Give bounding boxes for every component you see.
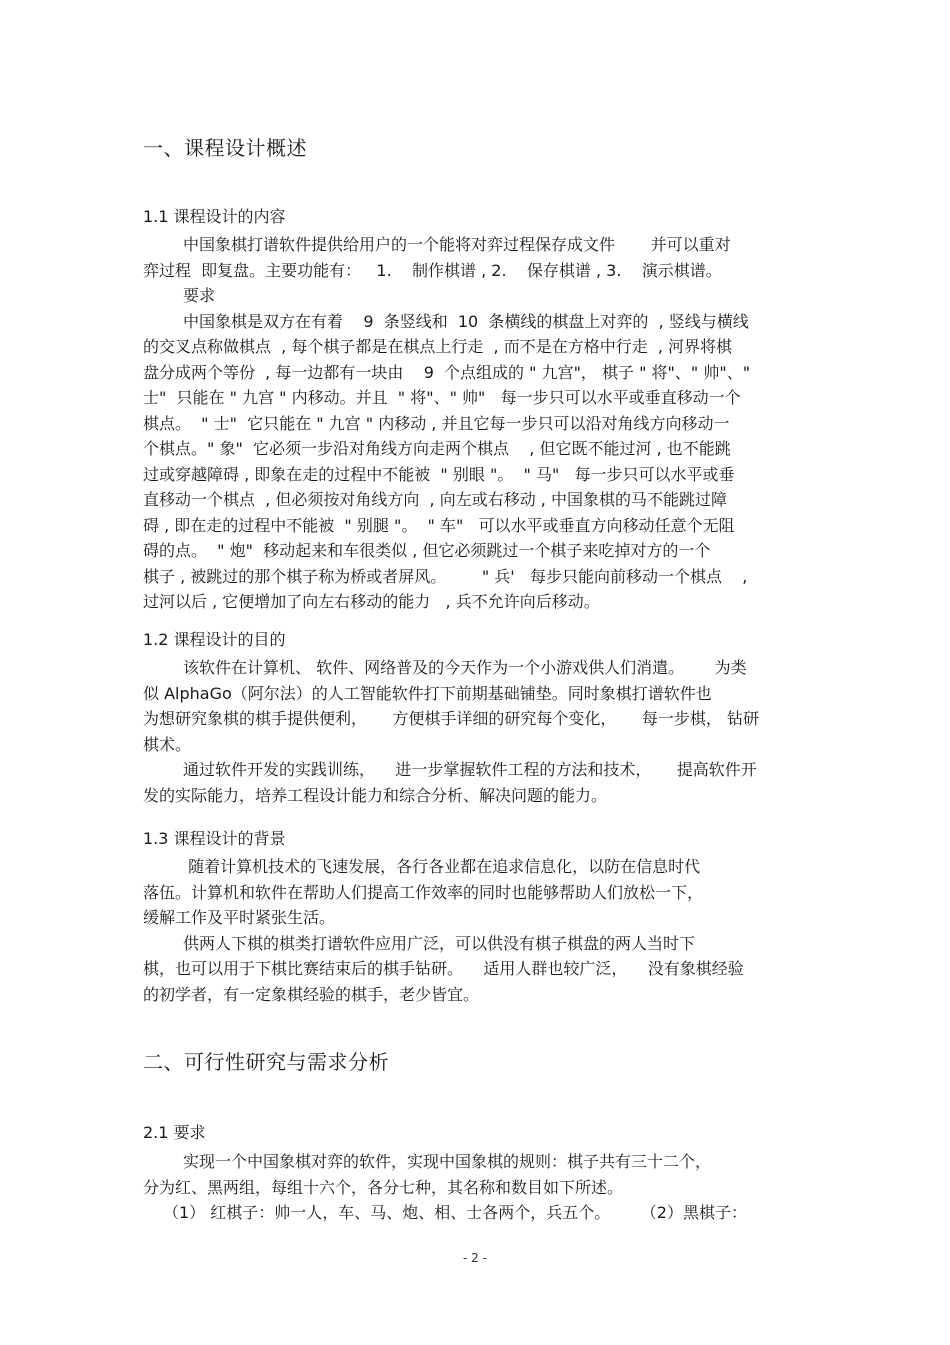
text-line: 缓解工作及平时紧张生活。 bbox=[143, 908, 336, 927]
text-line: 个棋点。" 象" 它必须一步沿对角线方向走两个棋点 , 但它既不能过河 , 也不能跳 bbox=[143, 439, 731, 458]
text-line: 似 AlphaGo（阿尔法）的人工智能软件打下前期基础铺垫。同时象棋打谱软件也 bbox=[143, 683, 712, 703]
text-line: 棋点。 " 士" 它只能在 " 九宫 " 内移动 , 并且它每一步只可以沿对角线方向移动一 bbox=[143, 413, 730, 433]
text-line: 落伍。计算机和软件在帮助人们提高工作效率的同时也能够帮助人们放松一下， bbox=[143, 882, 704, 902]
text-line: 中国象棋打谱软件提供给用户的一个能将对弈过程保存成文件 并可以重对 bbox=[183, 235, 731, 254]
text-line: 棋子 , 被跳过的那个棋子称为桥或者屏风。 " 兵' 每步只能向前移动一个棋点 , bbox=[143, 566, 748, 586]
subsection-1-1-heading: 1.1 课程设计的内容 bbox=[143, 207, 286, 226]
text-line: 为想研究象棋的棋手提供便利， 方便棋手详细的研究每个变化， 每一步棋， 钻研 bbox=[143, 709, 759, 728]
text-line: 碍的点。 " 炮" 移动起来和车很类似 , 但它必须跳过一个棋子来吃掉对方的一个 bbox=[143, 541, 711, 560]
text-line: 的初学者，有一定象棋经验的棋手，老少皆宜。 bbox=[143, 984, 480, 1004]
subsection-1-2-heading: 1.2 课程设计的目的 bbox=[143, 630, 286, 649]
text-line: 该软件在计算机、 软件、网络普及的今天作为一个小游戏供人们消遣。 为类 bbox=[183, 658, 747, 677]
text-line: 过或穿越障碍 , 即象在走的过程中不能被 " 别眼 "。 " 马" 每一步只可以水平或垂 bbox=[143, 464, 735, 484]
text-line: 发的实际能力，培养工程设计能力和综合分析、解决问题的能力。 bbox=[143, 785, 608, 805]
text-line: 中国象棋是双方在有着 9 条竖线和 10 条横线的棋盘上对弈的 , 竖线与横线 bbox=[183, 311, 749, 331]
text-line: 通过软件开发的实践训练， 进一步掌握软件工程的方法和技术， 提高软件开 bbox=[183, 760, 757, 779]
subsection-1-1-body bbox=[143, 232, 808, 615]
text-line: 弈过程 即复盘。主要功能有： 1. 制作棋谱 , 2. 保存棋谱 , 3. 演示棋谱。 bbox=[143, 260, 722, 280]
text-line: 随着计算机技术的飞速发展，各行各业都在追求信息化，以防在信息时代 bbox=[183, 857, 701, 876]
subsection-1-3-body bbox=[143, 854, 808, 1007]
text-line: 要求 bbox=[183, 286, 216, 305]
subsection-1-2-body bbox=[143, 655, 808, 808]
text-line: 过河以后 , 它便增加了向左右移动的能力 , 兵不允许向后移动。 bbox=[143, 592, 600, 611]
section-1-title: 一、课程设计概述 bbox=[143, 136, 307, 160]
subsection-2-1-heading: 2.1 要求 bbox=[143, 1123, 206, 1142]
text-line: （1） 红棋子：帅一人，车、马、炮、相、士各两个，兵五个。 （2）黑棋子： bbox=[163, 1203, 747, 1222]
text-line: 的交叉点称做棋点 , 每个棋子都是在棋点上行走 , 而不是在方格中行走 , 河界将棋 bbox=[143, 337, 733, 356]
text-line: 棋，也可以用于下棋比赛结束后的棋手钻研。 适用人群也较广泛， 没有象棋经验 bbox=[143, 959, 744, 978]
section-2-title: 二、可行性研究与需求分析 bbox=[143, 1050, 389, 1074]
text-line: 供两人下棋的棋类打谱软件应用广泛，可以供没有棋子棋盘的两人当时下 bbox=[183, 933, 696, 953]
text-line: 分为红、黑两组，每组十六个，各分七种，其名称和数目如下所述。 bbox=[143, 1177, 624, 1197]
text-line: 棋术。 bbox=[143, 734, 192, 754]
page-number: - 2 - bbox=[463, 1251, 487, 1265]
subsection-2-1-body bbox=[143, 1149, 808, 1226]
text-line: 直移动一个棋点 , 但必须按对角线方向 , 向左或右移动 , 中国象棋的马不能跳过障 bbox=[143, 490, 727, 509]
text-line: 实现一个中国象棋对弈的软件，实现中国象棋的规则：棋子共有三十二个， bbox=[183, 1152, 712, 1171]
text-line: 士" 只能在 " 九宫 " 内移动。并且 " 将"、" 帅" 每一步只可以水平或垂直移动一个 bbox=[143, 388, 741, 407]
text-line: 盘分成两个等份 , 每一边都有一块由 9 个点组成的 " 九宫"， 棋子 " 将"、" 帅"、" bbox=[143, 362, 751, 382]
subsection-1-3-heading: 1.3 课程设计的背景 bbox=[143, 829, 286, 848]
text-line: 碍 , 即在走的过程中不能被 " 别腿 "。 " 车" 可以水平或垂直方向移动任意个无阻 bbox=[143, 515, 735, 535]
